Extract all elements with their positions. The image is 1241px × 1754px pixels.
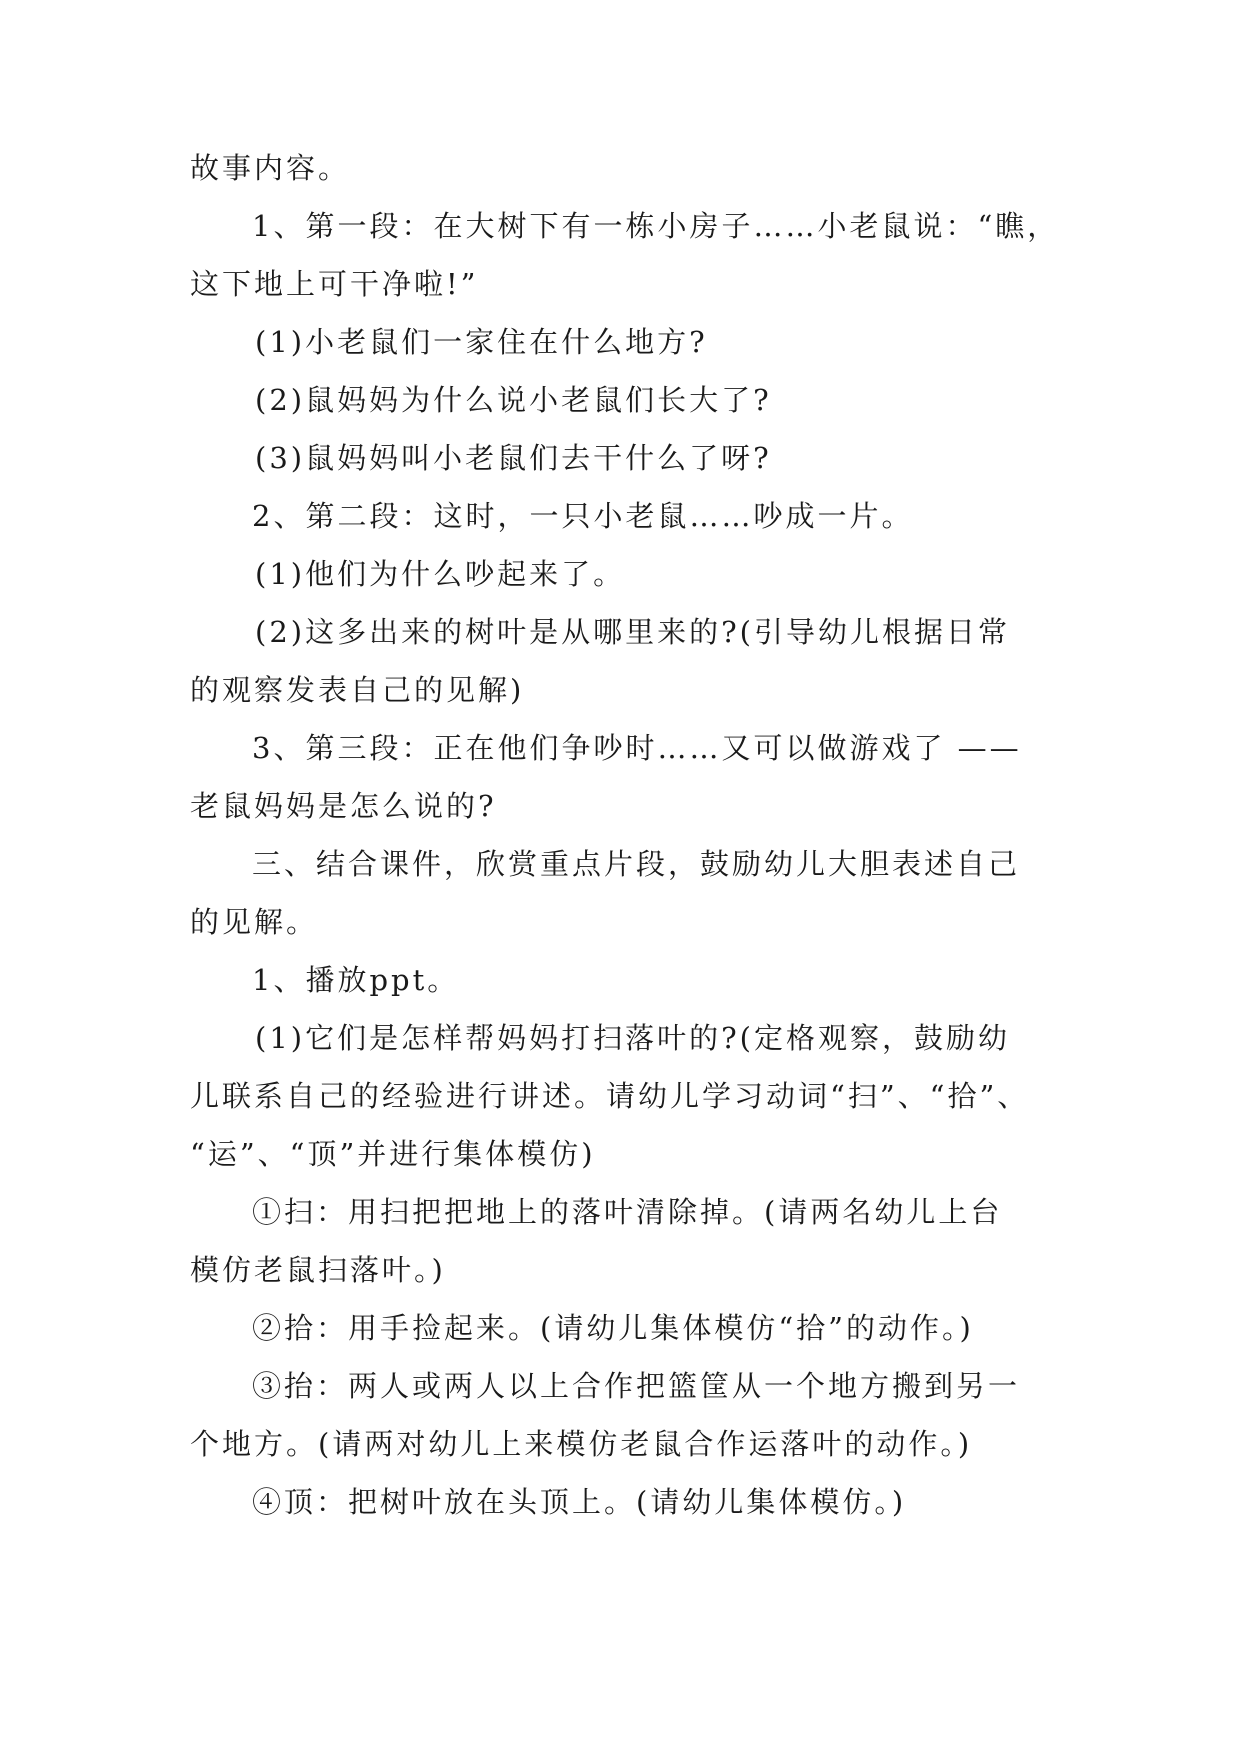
text-line: (1)它们是怎样帮妈妈打扫落叶的?(定格观察，鼓励幼 <box>255 1021 1010 1055</box>
text-line: (1)小老鼠们一家住在什么地方? <box>255 325 708 359</box>
text-line: 的观察发表自己的见解) <box>190 673 525 707</box>
text-line: ③抬：两人或两人以上合作把篮筐从一个地方搬到另一 <box>252 1369 1021 1403</box>
text-line: 2、第二段：这时，一只小老鼠……吵成一片。 <box>252 499 914 533</box>
text-line: (3)鼠妈妈叫小老鼠们去干什么了呀? <box>255 441 772 475</box>
text-line: (2)鼠妈妈为什么说小老鼠们长大了? <box>255 383 772 417</box>
text-line: 个地方。(请两对幼儿上来模仿老鼠合作运落叶的动作。) <box>190 1427 973 1461</box>
text-line: 故事内容。 <box>190 151 351 185</box>
text-line: (1)他们为什么吵起来了。 <box>255 557 626 591</box>
text-line: 1、播放ppt。 <box>252 963 460 997</box>
text-line: 模仿老鼠扫落叶。) <box>190 1253 446 1287</box>
text-line: “运”、“顶”并进行集体模仿) <box>190 1137 596 1171</box>
text-line: ④顶：把树叶放在头顶上。(请幼儿集体模仿。) <box>252 1485 907 1519</box>
text-line: 儿联系自己的经验进行讲述。请幼儿学习动词“扫”、“拾”、 <box>190 1079 1030 1113</box>
text-line: (2)这多出来的树叶是从哪里来的?(引导幼儿根据日常 <box>255 615 1010 649</box>
text-line: ①扫：用扫把把地上的落叶清除掉。(请两名幼儿上台 <box>252 1195 1003 1229</box>
text-line: 3、第三段：正在他们争吵时……又可以做游戏了 —— <box>252 731 1022 765</box>
text-line: 1、第一段：在大树下有一栋小房子……小老鼠说：“瞧， <box>252 209 1060 243</box>
section-heading: 三、结合课件，欣赏重点片段，鼓励幼儿大胆表述自己 <box>252 847 1021 881</box>
text-line: 这下地上可干净啦!” <box>190 267 479 301</box>
text-line: ②拾：用手捡起来。(请幼儿集体模仿“拾”的动作。) <box>252 1311 974 1345</box>
text-line: 的见解。 <box>190 905 319 939</box>
text-line: 老鼠妈妈是怎么说的? <box>190 789 497 823</box>
